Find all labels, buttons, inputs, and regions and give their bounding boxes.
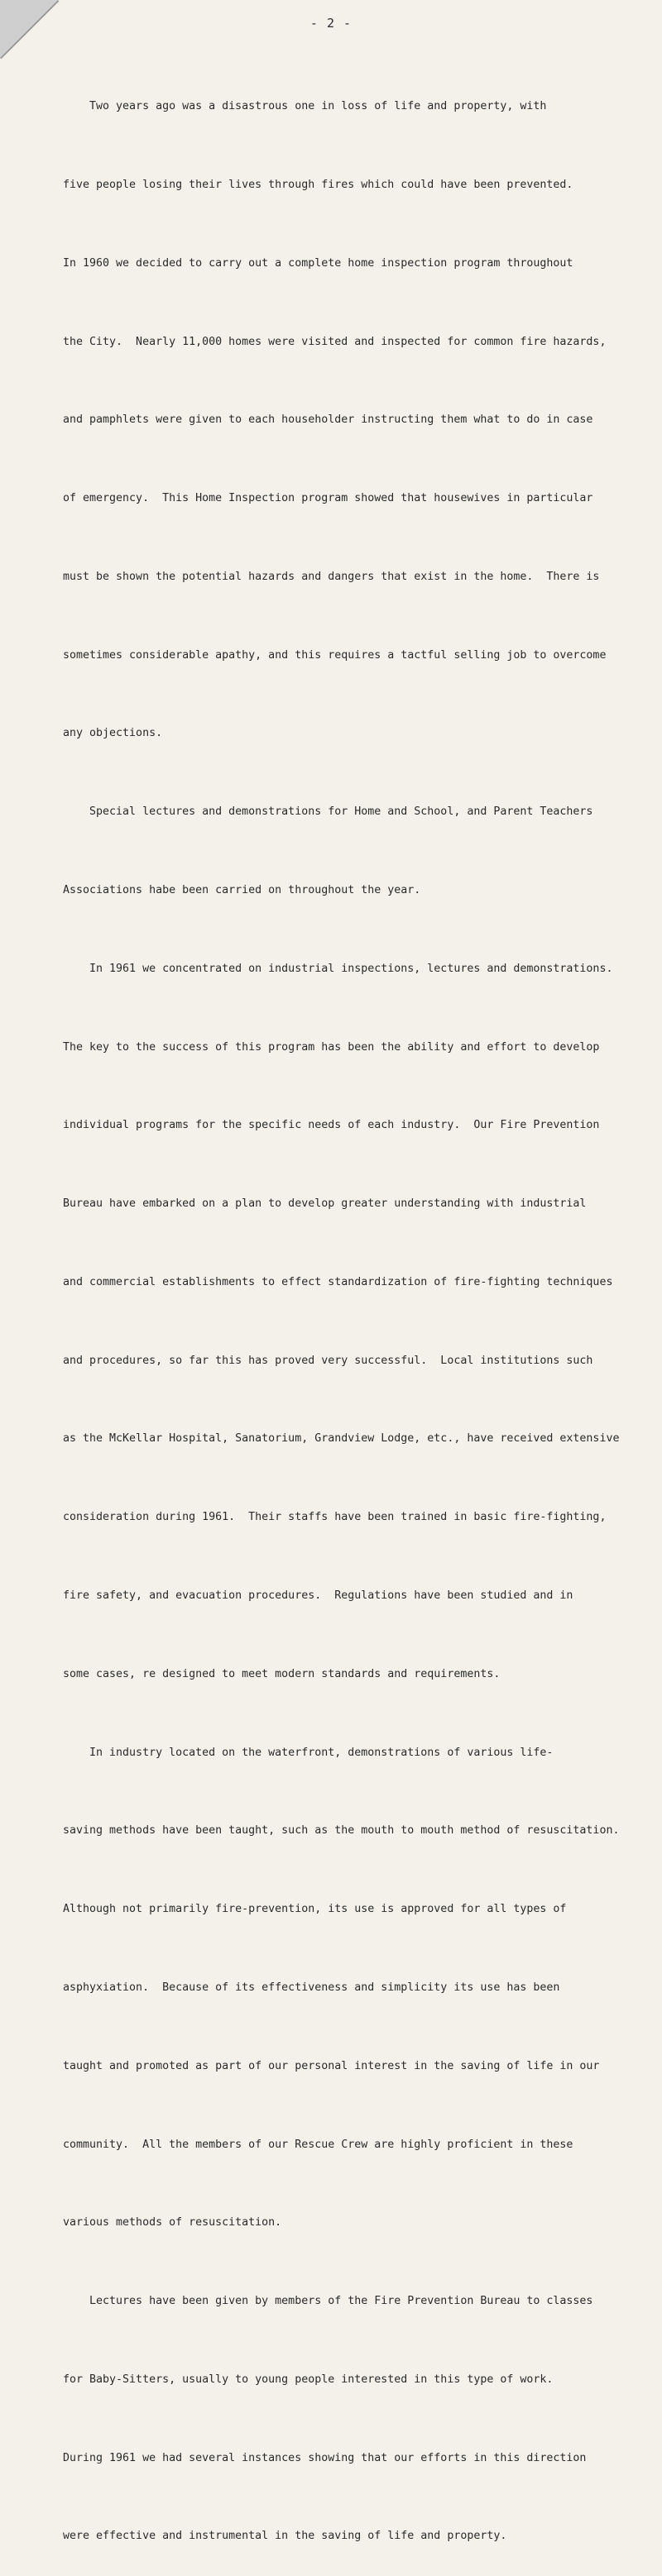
text-line: Bureau have embarked on a plan to develop greater understanding with industrial <box>63 1197 587 1211</box>
page-number: - 2 - <box>309 16 353 31</box>
document-body <box>63 41 642 2576</box>
text-line: and pamphlets were given to each householder instructing them what to do in case <box>63 413 593 427</box>
text-line: Lectures have been given by members of the Fire Prevention Bureau to classes <box>63 2295 593 2308</box>
text-line: Although not primarily fire-prevention, its use is approved for all types of <box>63 1903 567 1916</box>
text-line: In 1961 we concentrated on industrial inspections, lectures and demonstrations. <box>63 962 613 975</box>
text-line: Special lectures and demonstrations for Home and School, and Parent Teachers <box>63 805 593 819</box>
text-line: community. All the members of our Rescue Crew are highly proficient in these <box>63 2138 573 2151</box>
text-line: fire safety, and evacuation procedures. Regulations have been studied and in <box>63 1589 573 1603</box>
text-line: In 1960 we decided to carry out a complete home inspection program throughout <box>63 256 573 270</box>
text-line: asphyxiation. Because of its effectiveness and simplicity its use has been <box>63 1981 560 1994</box>
text-line: taught and promoted as part of our personal interest in the saving of life in our <box>63 2059 600 2072</box>
text-line: for Baby-Sitters, usually to young people interested in this type of work. <box>63 2373 554 2386</box>
text-line: Associations habe been carried on throughout the year. <box>63 884 421 896</box>
text-line: sometimes considerable apathy, and this requires a tactful selling job to overcome <box>63 648 607 662</box>
text-line: In industry located on the waterfront, demonstrations of various life- <box>63 1746 554 1759</box>
text-line: various methods of resuscitation. <box>63 2216 282 2230</box>
text-line: individual programs for the specific needs of each industry. Our Fire Prevention <box>63 1119 600 1132</box>
text-line: and commercial establishments to effect standardization of fire-fighting techniques <box>63 1275 613 1288</box>
text-line: as the McKellar Hospital, Sanatorium, Grandview Lodge, etc., have received extensive <box>63 1432 620 1446</box>
text-line: any objections. <box>63 727 163 740</box>
text-line: of emergency. This Home Inspection program showed that housewives in particular <box>63 492 593 505</box>
text-line: some cases, re designed to meet modern standards and requirements. <box>63 1667 501 1680</box>
text-line: During 1961 we had several instances showing that our efforts in this direction <box>63 2451 587 2464</box>
text-line: consideration during 1961. Their staffs have been trained in basic fire-fighting, <box>63 1511 607 1524</box>
text-line: the City. Nearly 11,000 homes were visited and inspected for common fire hazards, <box>63 335 607 348</box>
text-line: The key to the success of this program has been the ability and effort to develop <box>63 1040 600 1054</box>
text-line: must be shown the potential hazards and dangers that exist in the home. There is <box>63 570 600 583</box>
text-line: Two years ago was a disastrous one in loss of life and property, with <box>63 100 547 113</box>
text-line: were effective and instrumental in the saving of life and property. <box>63 2530 507 2543</box>
text-line: saving methods have been taught, such as the mouth to mouth method of resuscitation. <box>63 1824 620 1838</box>
text-line: and procedures, so far this has proved very successful. Local institutions such <box>63 1354 593 1367</box>
text-line: five people losing their lives through fires which could have been prevented. <box>63 178 573 191</box>
